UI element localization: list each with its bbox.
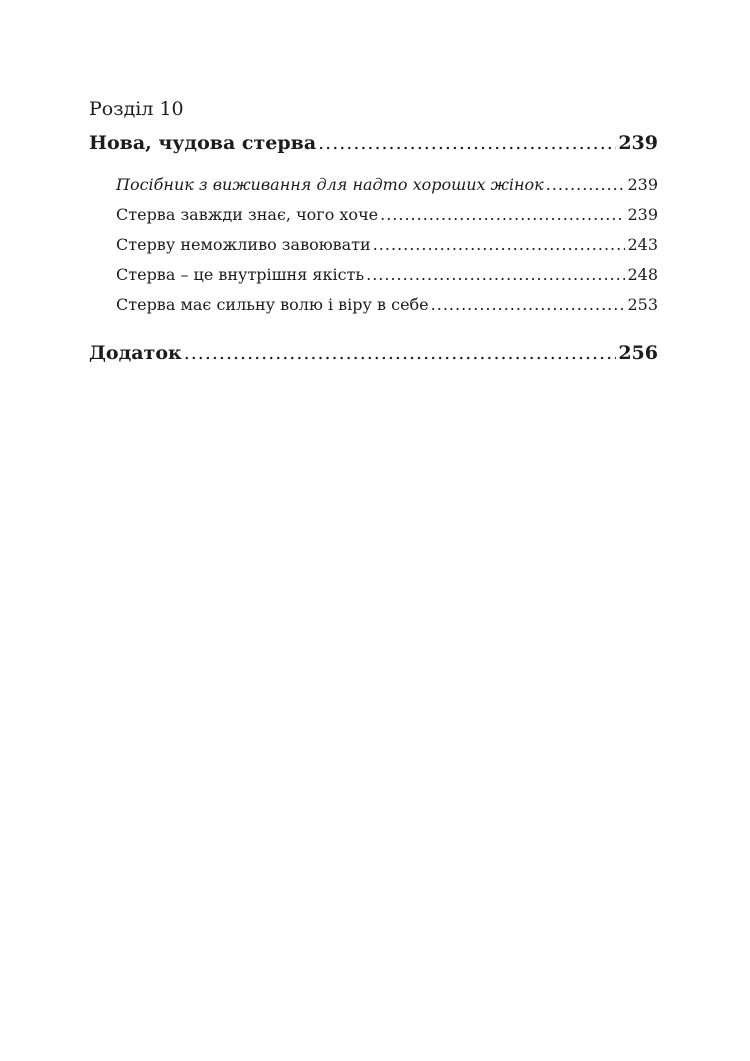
toc-subentry <box>116 234 658 256</box>
toc-subentry <box>116 204 658 226</box>
toc-page-number: 253 <box>627 295 658 314</box>
toc-subentry <box>116 174 658 196</box>
dot-leader <box>318 130 616 156</box>
toc-subentry <box>116 294 658 316</box>
toc-entry-appendix <box>89 340 658 366</box>
dot-leader <box>366 264 625 286</box>
dot-leader <box>546 174 626 196</box>
toc-subentry-title: Стерву неможливо завоювати <box>116 235 371 254</box>
toc-page-number: 243 <box>627 235 658 254</box>
dot-leader <box>373 234 626 256</box>
toc-subentry <box>116 264 658 286</box>
dot-leader <box>431 294 626 316</box>
toc-subentry-title: Стерва завжди знає, чого хоче <box>116 205 379 224</box>
toc-entry-title: Додаток <box>89 342 182 364</box>
toc-subentry-title: Стерва – це внутрішня якість <box>116 265 365 284</box>
toc-page-number: 239 <box>618 132 658 154</box>
dot-leader <box>380 204 625 226</box>
dot-leader <box>184 340 617 366</box>
toc-page-number: 248 <box>627 265 658 284</box>
toc-entry-title: Нова, чудова стерва <box>89 132 317 154</box>
chapter-label: Розділ 10 <box>89 98 184 120</box>
toc-page-number: 256 <box>618 342 658 364</box>
toc-subentry-title: Стерва має сильну волю і віру в себе <box>116 295 429 314</box>
toc-page-number: 239 <box>627 175 658 194</box>
toc-page-number: 239 <box>627 205 658 224</box>
toc-entry-chapter <box>89 130 658 156</box>
toc-subentry-title: Посібник з виживання для надто хороших жінок <box>116 175 544 194</box>
